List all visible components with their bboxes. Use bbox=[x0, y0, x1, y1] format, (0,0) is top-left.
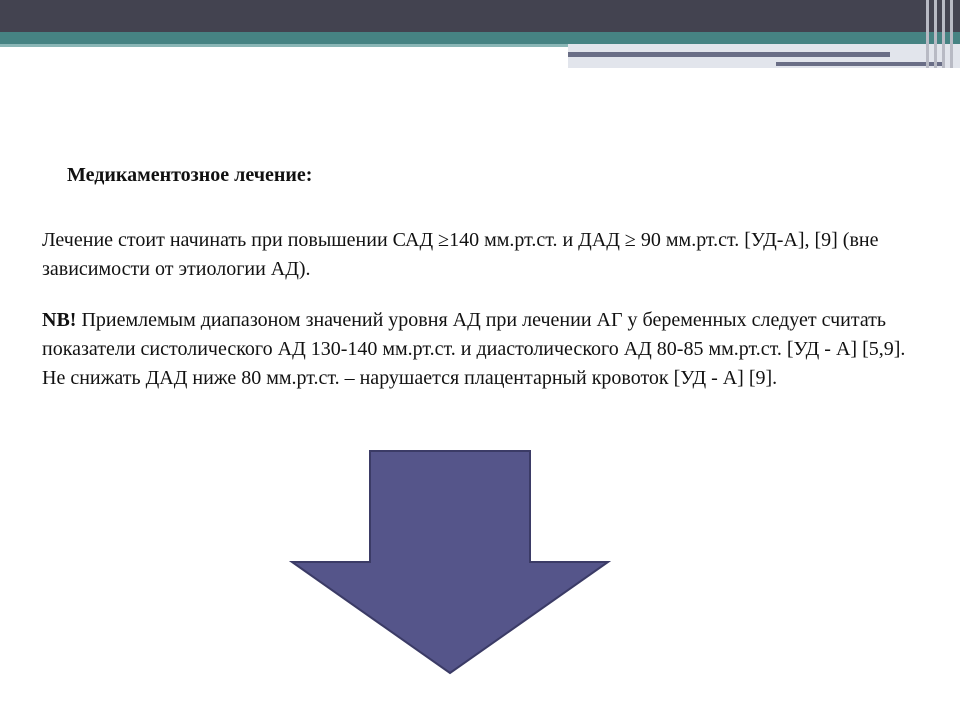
slide-heading: Медикаментозное лечение: bbox=[67, 164, 313, 186]
paragraph-treatment-threshold: Лечение стоит начинать при повышении САД ≥140 мм.рт.ст. и ДАД ≥ 90 мм.рт.ст. [УД-А], [9] (вне зависимости от этиологии АД). bbox=[42, 229, 879, 280]
down-arrow-shape bbox=[292, 451, 608, 673]
nb-text: Приемлемым диапазоном значений уровня АД при лечении АГ у беременных следует считать показатели систолического АД 130-140 мм.рт.ст. и диастолического АД 80-85 мм.рт.ст. [УД - А] [5,9]. Не снижать ДАД ниже 80 мм.рт.ст. – нарушается плацентарный кровоток [УД - А] [9]. bbox=[42, 309, 906, 389]
nb-label: NB! bbox=[42, 309, 77, 331]
